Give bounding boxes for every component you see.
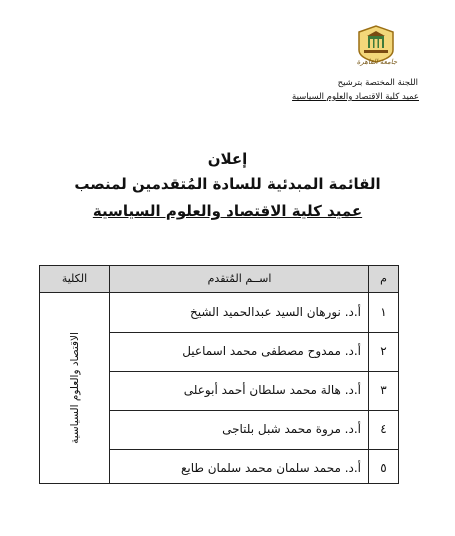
table-row [110,449,398,488]
list-title: القائمة المبدئية للسادة المُتقدمين لمنصب [74,175,381,193]
table-row [110,410,398,450]
candidate-name: أ.د. محمد سلمان محمد سلمان طايع [181,461,361,475]
table-body [40,293,398,483]
candidate-name: أ.د. نورهان السيد عبدالحميد الشيخ [189,305,361,319]
candidates-table [39,265,399,484]
candidate-name: أ.د. ممدوح مصطفى محمد اسماعيل [182,344,361,358]
logo-caption: جامعة القاهرة [356,58,398,66]
row-number: ٢ [380,344,387,358]
row-number: ٣ [380,383,387,397]
row-number: ٥ [380,461,387,475]
position-title-text: عميد كلية الاقتصاد والعلوم السياسية [92,202,363,220]
committee-position: عميد كلية الاقتصاد والعلوم السياسية [292,92,419,102]
header-faculty: الكلية [61,272,88,285]
header-number: م [380,272,387,285]
table-header [40,266,398,293]
table-row [110,371,398,411]
table-row [110,332,398,372]
committee-label: اللجنة المختصة بترشيح [337,78,418,88]
table-row [110,293,398,333]
candidate-name: أ.د. مروة محمد شبل بلتاجى [222,422,361,436]
position-title [0,202,455,220]
header-name: اســم المُتقدم [207,272,272,285]
row-number: ٤ [380,422,387,436]
candidate-name: أ.د. هالة محمد سلطان أحمد أبوعلى [183,383,361,397]
announcement-title: إعلان [207,150,248,168]
faculty-value: الاقتصاد والعلوم السياسية [68,332,81,444]
row-number: ١ [380,305,387,319]
